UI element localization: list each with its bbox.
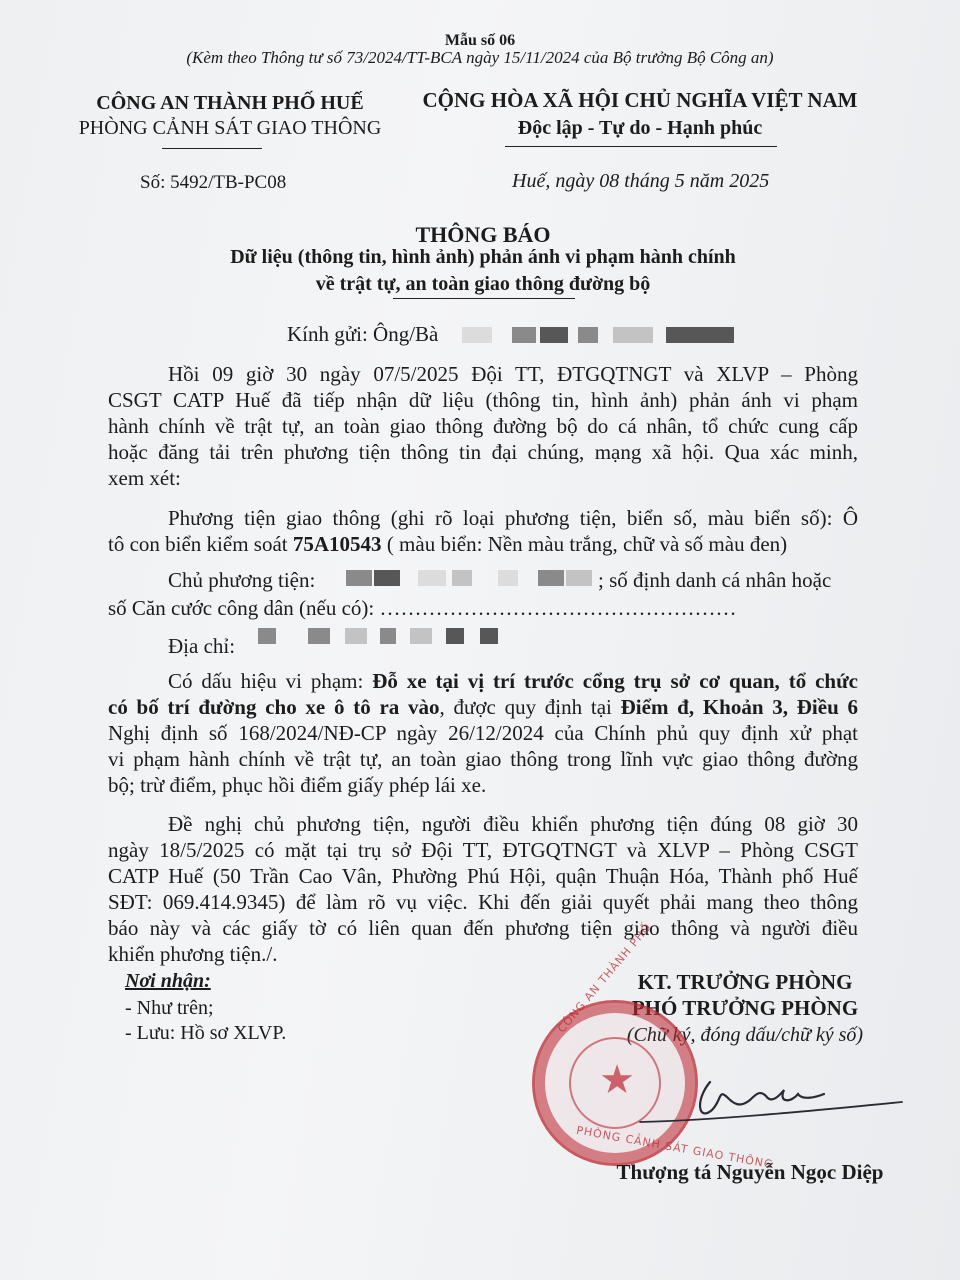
redaction <box>345 628 367 644</box>
issuing-agency: CÔNG AN THÀNH PHỐ HUẾ <box>96 92 364 114</box>
redaction <box>512 327 536 343</box>
paragraph-line: SĐT: 069.414.9345) để làm rõ vụ việc. Khi đến giải quyết phải mang theo thông <box>108 890 858 914</box>
document-subtitle: về trật tự, an toàn giao thông đường bộ <box>315 273 651 295</box>
owner-id-label: ; số định danh cá nhân hoặc <box>598 568 832 592</box>
vehicle-plate-line: tô con biển kiểm soát 75A10543 ( màu biển: Nền màu trắng, chữ và số màu đen) <box>108 532 788 556</box>
recipient-item: - Lưu: Hồ sơ XLVP. <box>125 1022 287 1044</box>
redaction <box>258 628 276 644</box>
form-number: Mẫu số 06 <box>444 32 516 49</box>
signer-title: KT. TRƯỞNG PHÒNG <box>637 970 853 994</box>
citizen-id-line: số Căn cước công dân (nếu có): …………………………………………… <box>108 596 737 620</box>
national-motto: Độc lập - Tự do - Hạnh phúc <box>517 117 763 139</box>
paragraph-line: Nghị định số 168/2024/NĐ-CP ngày 26/12/2024 của Chính phủ quy định xử phạt <box>108 721 858 745</box>
paragraph-line: hoặc đăng tải trên phương tiện thông tin đại chúng, mạng xã hội. Qua xác minh, <box>108 440 858 464</box>
redaction <box>540 327 568 343</box>
legal-clause: Điểm đ, Khoản 3, Điều 6 <box>620 695 859 719</box>
redaction <box>498 570 518 586</box>
signature-icon <box>600 1060 910 1140</box>
redaction <box>452 570 472 586</box>
vehicle-description: Phương tiện giao thông (ghi rõ loại phương tiện, biển số, màu biển số): Ô <box>168 506 858 530</box>
paragraph-line: vi phạm hành chính về trật tự, an toàn giao thông trong lĩnh vực giao thông đường <box>108 747 858 771</box>
signer-name: Thượng tá Nguyễn Ngọc Diệp <box>616 1160 884 1184</box>
redaction <box>578 327 598 343</box>
redaction <box>418 570 446 586</box>
divider <box>162 148 262 149</box>
violation-line: có bố trí đường cho xe ô tô ra vào, được quy định tại Điểm đ, Khoản 3, Điều 6 <box>108 695 859 719</box>
redaction <box>538 570 564 586</box>
license-plate: 75A10543 <box>292 532 382 556</box>
redaction <box>446 628 464 644</box>
paragraph-line: ngày 18/5/2025 có mặt tại trụ sở Đội TT, ĐTGQTNGT và XLVP – Phòng CSGT <box>108 838 858 862</box>
redaction <box>566 570 592 586</box>
paragraph-line: CATP Huế (50 Trần Cao Vân, Phường Phú Hội, quận Thuận Hóa, Thành phố Huế <box>108 864 858 888</box>
place-date: Huế, ngày 08 tháng 5 năm 2025 <box>512 170 770 192</box>
signer-position: PHÓ TRƯỞNG PHÒNG <box>631 996 859 1020</box>
paragraph-line: bộ; trừ điểm, phục hồi điểm giấy phép lái xe. <box>108 773 487 797</box>
signature-note: (Chữ ký, đóng dấu/chữ ký số) <box>626 1024 864 1046</box>
circular-reference: (Kèm theo Thông tư số 73/2024/TT-BCA ngày 15/11/2024 của Bộ trưởng Bộ Công an) <box>186 48 774 67</box>
redaction <box>410 628 432 644</box>
violation-description: Đỗ xe tại vị trí trước cổng trụ sở cơ quan, tổ chức <box>372 669 859 693</box>
paragraph-line: hành chính về trật tự, an toàn giao thông đường bộ do cá nhân, tổ chức cung cấp <box>108 414 858 438</box>
salutation: Kính gửi: Ông/Bà <box>287 322 439 346</box>
redaction <box>462 327 492 343</box>
redaction <box>613 327 653 343</box>
paragraph-line: khiển phương tiện./. <box>108 942 278 966</box>
paragraph-line: xem xét: <box>108 466 181 490</box>
redaction <box>480 628 498 644</box>
redaction <box>374 570 400 586</box>
divider <box>505 146 777 147</box>
divider <box>393 298 575 299</box>
recipient-item: - Như trên; <box>125 997 214 1019</box>
owner-label: Chủ phương tiện: <box>168 568 316 592</box>
redaction <box>308 628 330 644</box>
redaction <box>380 628 396 644</box>
address-label: Địa chỉ: <box>168 634 236 658</box>
document-number: Số: 5492/TB-PC08 <box>140 172 287 193</box>
document-title: THÔNG BÁO <box>415 222 551 247</box>
paragraph-line: Hồi 09 giờ 30 ngày 07/5/2025 Đội TT, ĐTGQTNGT và XLVP – Phòng <box>168 362 858 386</box>
violation-line: Có dấu hiệu vi phạm: Đỗ xe tại vị trí trước cổng trụ sở cơ quan, tổ chức <box>168 669 859 693</box>
document-subtitle: Dữ liệu (thông tin, hình ảnh) phản ánh vi phạm hành chính <box>230 246 736 268</box>
national-title: CỘNG HÒA XÃ HỘI CHỦ NGHĨA VIỆT NAM <box>422 88 858 112</box>
paragraph-line: Đề nghị chủ phương tiện, người điều khiển phương tiện đúng 08 giờ 30 <box>168 812 858 836</box>
official-seal: CÔNG AN THÀNH PHỐ PHÒNG CẢNH SÁT GIAO THÔNG ★ <box>532 1000 698 1166</box>
paragraph-line: báo này và các giấy tờ có liên quan đến phương tiện giao thông và người điều <box>108 916 858 940</box>
recipients-label: Nơi nhận: <box>125 970 211 992</box>
redaction <box>346 570 372 586</box>
paragraph-line: CSGT CATP Huế đã tiếp nhận dữ liệu (thông tin, hình ảnh) phản ánh vi phạm <box>108 388 858 412</box>
issuing-department: PHÒNG CẢNH SÁT GIAO THÔNG <box>78 117 382 139</box>
star-emblem-icon: ★ <box>599 1057 635 1103</box>
redaction <box>666 327 734 343</box>
